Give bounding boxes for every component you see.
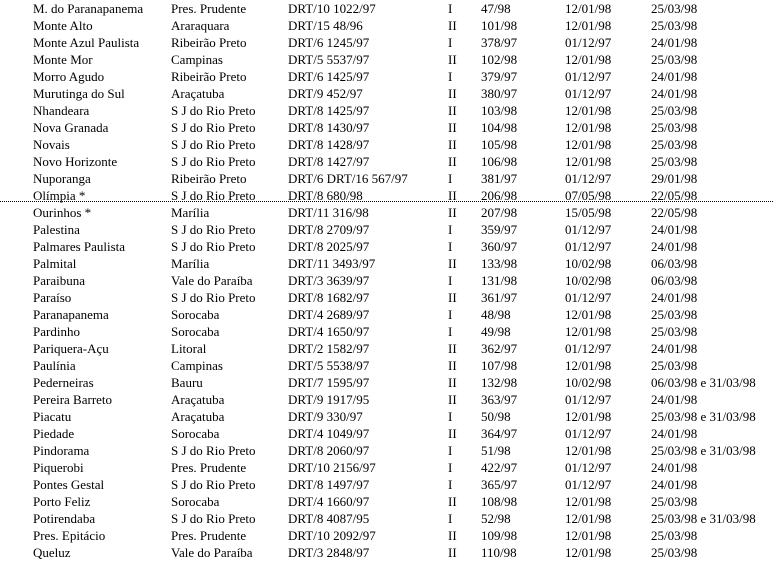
cell-process-number: DRT/8 1430/97 <box>288 120 370 135</box>
cell-process-number: DRT/9 452/97 <box>288 86 363 101</box>
table-row <box>0 119 773 136</box>
cell-group: I <box>448 324 453 339</box>
cell-region: Araçatuba <box>171 86 225 101</box>
cell-group: I <box>448 477 453 492</box>
cell-region: Pres. Prudente <box>171 1 247 16</box>
table-row <box>0 51 773 68</box>
cell-municipality: Nuporanga <box>33 171 91 186</box>
cell-meeting-date: 24/01/98 <box>651 35 698 50</box>
cell-publication-date: 12/01/98 <box>565 494 612 509</box>
table-row <box>0 493 773 510</box>
cell-resolution-number: 105/98 <box>481 137 518 152</box>
cell-group: I <box>448 171 453 186</box>
table-row <box>0 153 773 170</box>
cell-municipality: Pres. Epitácio <box>33 528 106 543</box>
cell-municipality: Nova Granada <box>33 120 109 135</box>
cell-region: Campinas <box>171 52 223 67</box>
cell-municipality: Ourinhos * <box>33 205 92 220</box>
cell-meeting-date: 25/03/98 <box>651 18 698 33</box>
table-row <box>0 204 773 221</box>
cell-resolution-number: 107/98 <box>481 358 518 373</box>
cell-group: I <box>448 69 453 84</box>
cell-municipality: Queluz <box>33 545 71 560</box>
cell-process-number: DRT/8 2025/97 <box>288 239 370 254</box>
cell-resolution-number: 363/97 <box>481 392 518 407</box>
cell-publication-date: 12/01/98 <box>565 137 612 152</box>
cell-municipality: Paranapanema <box>33 307 109 322</box>
cell-region: Ribeirão Preto <box>171 171 247 186</box>
page-break-divider <box>0 201 773 202</box>
cell-region: S J do Rio Preto <box>171 137 256 152</box>
cell-process-number: DRT/10 1022/97 <box>288 1 376 16</box>
cell-process-number: DRT/4 1650/97 <box>288 324 370 339</box>
cell-group: I <box>448 511 453 526</box>
cell-resolution-number: 378/97 <box>481 35 518 50</box>
cell-meeting-date: 25/03/98 <box>651 358 698 373</box>
cell-region: Ribeirão Preto <box>171 69 247 84</box>
cell-publication-date: 01/12/97 <box>565 171 612 186</box>
cell-resolution-number: 104/98 <box>481 120 518 135</box>
table-row <box>0 34 773 51</box>
cell-municipality: Olímpia * <box>33 188 86 203</box>
cell-meeting-date: 24/01/98 <box>651 460 698 475</box>
cell-publication-date: 10/02/98 <box>565 256 612 271</box>
cell-group: I <box>448 1 453 16</box>
cell-resolution-number: 359/97 <box>481 222 518 237</box>
cell-municipality: Paraíso <box>33 290 72 305</box>
table-row <box>0 459 773 476</box>
cell-municipality: Morro Agudo <box>33 69 105 84</box>
cell-municipality: Pederneiras <box>33 375 94 390</box>
cell-publication-date: 01/12/97 <box>565 477 612 492</box>
cell-region: Ribeirão Preto <box>171 35 247 50</box>
cell-municipality: Paraibuna <box>33 273 85 288</box>
cell-resolution-number: 131/98 <box>481 273 518 288</box>
cell-municipality: Pariquera-Açu <box>33 341 109 356</box>
cell-group: II <box>448 358 457 373</box>
cell-group: II <box>448 426 457 441</box>
table-row <box>0 102 773 119</box>
cell-region: Vale do Paraíba <box>171 273 253 288</box>
cell-process-number: DRT/8 2060/97 <box>288 443 370 458</box>
table-row <box>0 527 773 544</box>
cell-municipality: Monte Alto <box>33 18 93 33</box>
cell-group: I <box>448 307 453 322</box>
cell-group: I <box>448 222 453 237</box>
cell-process-number: DRT/8 1682/97 <box>288 290 370 305</box>
table-row <box>0 85 773 102</box>
cell-resolution-number: 101/98 <box>481 18 518 33</box>
cell-region: Sorocaba <box>171 494 220 509</box>
cell-region: Pres. Prudente <box>171 460 247 475</box>
cell-region: Marília <box>171 205 210 220</box>
cell-municipality: M. do Paranapanema <box>33 1 144 16</box>
cell-resolution-number: 362/97 <box>481 341 518 356</box>
cell-process-number: DRT/5 5538/97 <box>288 358 370 373</box>
cell-meeting-date: 25/03/98 <box>651 103 698 118</box>
cell-process-number: DRT/8 680/98 <box>288 188 363 203</box>
cell-group: II <box>448 341 457 356</box>
table-row <box>0 0 773 17</box>
cell-process-number: DRT/2 1582/97 <box>288 341 370 356</box>
cell-group: II <box>448 290 457 305</box>
cell-region: Araçatuba <box>171 409 225 424</box>
cell-meeting-date: 06/03/98 e 31/03/98 <box>651 375 756 390</box>
cell-resolution-number: 102/98 <box>481 52 518 67</box>
cell-resolution-number: 422/97 <box>481 460 518 475</box>
cell-process-number: DRT/4 1049/97 <box>288 426 370 441</box>
cell-meeting-date: 24/01/98 <box>651 222 698 237</box>
cell-publication-date: 01/12/97 <box>565 426 612 441</box>
cell-publication-date: 12/01/98 <box>565 120 612 135</box>
cell-group: II <box>448 545 457 560</box>
cell-publication-date: 12/01/98 <box>565 545 612 560</box>
table-row <box>0 289 773 306</box>
cell-municipality: Palmares Paulista <box>33 239 126 254</box>
cell-publication-date: 10/02/98 <box>565 375 612 390</box>
cell-region: Bauru <box>171 375 203 390</box>
cell-process-number: DRT/7 1595/97 <box>288 375 370 390</box>
cell-municipality: Novais <box>33 137 70 152</box>
cell-region: Pres. Prudente <box>171 528 247 543</box>
cell-region: Araraquara <box>171 18 230 33</box>
cell-meeting-date: 22/05/98 <box>651 205 698 220</box>
cell-group: II <box>448 205 457 220</box>
cell-region: S J do Rio Preto <box>171 188 256 203</box>
cell-meeting-date: 24/01/98 <box>651 341 698 356</box>
cell-process-number: DRT/3 2848/97 <box>288 545 370 560</box>
cell-region: Sorocaba <box>171 307 220 322</box>
cell-resolution-number: 364/97 <box>481 426 518 441</box>
cell-process-number: DRT/3 3639/97 <box>288 273 370 288</box>
cell-publication-date: 15/05/98 <box>565 205 612 220</box>
cell-resolution-number: 49/98 <box>481 324 511 339</box>
cell-publication-date: 12/01/98 <box>565 1 612 16</box>
cell-meeting-date: 24/01/98 <box>651 477 698 492</box>
cell-group: II <box>448 188 457 203</box>
cell-publication-date: 12/01/98 <box>565 18 612 33</box>
cell-meeting-date: 24/01/98 <box>651 86 698 101</box>
cell-resolution-number: 360/97 <box>481 239 518 254</box>
cell-resolution-number: 133/98 <box>481 256 518 271</box>
cell-resolution-number: 48/98 <box>481 307 511 322</box>
cell-meeting-date: 29/01/98 <box>651 171 698 186</box>
cell-group: I <box>448 460 453 475</box>
cell-group: I <box>448 443 453 458</box>
cell-resolution-number: 132/98 <box>481 375 518 390</box>
cell-municipality: Monte Mor <box>33 52 93 67</box>
cell-process-number: DRT/6 1425/97 <box>288 69 370 84</box>
cell-municipality: Pindorama <box>33 443 90 458</box>
cell-region: Sorocaba <box>171 426 220 441</box>
cell-region: S J do Rio Preto <box>171 222 256 237</box>
cell-group: I <box>448 273 453 288</box>
table-row <box>0 238 773 255</box>
cell-group: II <box>448 392 457 407</box>
cell-publication-date: 07/05/98 <box>565 188 612 203</box>
cell-meeting-date: 25/03/98 e 31/03/98 <box>651 511 756 526</box>
cell-region: S J do Rio Preto <box>171 239 256 254</box>
cell-process-number: DRT/8 4087/95 <box>288 511 370 526</box>
cell-resolution-number: 365/97 <box>481 477 518 492</box>
cell-meeting-date: 25/03/98 e 31/03/98 <box>651 409 756 424</box>
cell-region: S J do Rio Preto <box>171 103 256 118</box>
cell-municipality: Palestina <box>33 222 80 237</box>
cell-meeting-date: 25/03/98 <box>651 324 698 339</box>
cell-resolution-number: 47/98 <box>481 1 511 16</box>
cell-publication-date: 01/12/97 <box>565 35 612 50</box>
cell-publication-date: 01/12/97 <box>565 392 612 407</box>
cell-municipality: Pontes Gestal <box>33 477 105 492</box>
cell-publication-date: 01/12/97 <box>565 341 612 356</box>
cell-group: II <box>448 18 457 33</box>
cell-publication-date: 12/01/98 <box>565 103 612 118</box>
cell-municipality: Potirendaba <box>33 511 96 526</box>
cell-publication-date: 10/02/98 <box>565 273 612 288</box>
cell-meeting-date: 25/03/98 <box>651 307 698 322</box>
cell-meeting-date: 24/01/98 <box>651 239 698 254</box>
cell-municipality: Nhandeara <box>33 103 90 118</box>
table-row <box>0 255 773 272</box>
cell-publication-date: 01/12/97 <box>565 239 612 254</box>
cell-meeting-date: 25/03/98 <box>651 494 698 509</box>
cell-publication-date: 12/01/98 <box>565 511 612 526</box>
cell-group: I <box>448 35 453 50</box>
cell-region: Campinas <box>171 358 223 373</box>
table-row <box>0 544 773 561</box>
cell-meeting-date: 25/03/98 <box>651 52 698 67</box>
table-row <box>0 221 773 238</box>
table-row <box>0 425 773 442</box>
table-row <box>0 340 773 357</box>
cell-meeting-date: 24/01/98 <box>651 290 698 305</box>
cell-group: II <box>448 154 457 169</box>
cell-group: II <box>448 86 457 101</box>
cell-meeting-date: 06/03/98 <box>651 256 698 271</box>
table-row <box>0 442 773 459</box>
table-row <box>0 476 773 493</box>
cell-resolution-number: 380/97 <box>481 86 518 101</box>
cell-meeting-date: 25/03/98 <box>651 137 698 152</box>
cell-resolution-number: 379/97 <box>481 69 518 84</box>
cell-resolution-number: 52/98 <box>481 511 511 526</box>
cell-process-number: DRT/4 2689/97 <box>288 307 370 322</box>
cell-region: Sorocaba <box>171 324 220 339</box>
cell-group: II <box>448 52 457 67</box>
cell-process-number: DRT/8 1428/97 <box>288 137 370 152</box>
table-row <box>0 306 773 323</box>
cell-resolution-number: 381/97 <box>481 171 518 186</box>
cell-group: II <box>448 103 457 118</box>
cell-resolution-number: 50/98 <box>481 409 511 424</box>
table-row <box>0 323 773 340</box>
cell-municipality: Palmital <box>33 256 77 271</box>
table-row <box>0 272 773 289</box>
table-row <box>0 374 773 391</box>
cell-process-number: DRT/5 5537/97 <box>288 52 370 67</box>
cell-group: II <box>448 256 457 271</box>
table-row <box>0 408 773 425</box>
cell-region: Litoral <box>171 341 207 356</box>
cell-process-number: DRT/9 1917/95 <box>288 392 370 407</box>
cell-meeting-date: 25/03/98 <box>651 154 698 169</box>
cell-publication-date: 01/12/97 <box>565 290 612 305</box>
cell-municipality: Murutinga do Sul <box>33 86 125 101</box>
cell-publication-date: 12/01/98 <box>565 443 612 458</box>
table-row <box>0 391 773 408</box>
cell-municipality: Piedade <box>33 426 75 441</box>
cell-resolution-number: 110/98 <box>481 545 517 560</box>
cell-process-number: DRT/8 1425/97 <box>288 103 370 118</box>
cell-resolution-number: 108/98 <box>481 494 518 509</box>
cell-resolution-number: 51/98 <box>481 443 511 458</box>
cell-meeting-date: 22/05/98 <box>651 188 698 203</box>
cell-process-number: DRT/6 1245/97 <box>288 35 370 50</box>
cell-publication-date: 12/01/98 <box>565 409 612 424</box>
cell-municipality: Pereira Barreto <box>33 392 113 407</box>
cell-region: Vale do Paraíba <box>171 545 253 560</box>
cell-meeting-date: 25/03/98 e 31/03/98 <box>651 443 756 458</box>
cell-publication-date: 01/12/97 <box>565 86 612 101</box>
cell-process-number: DRT/8 1427/97 <box>288 154 370 169</box>
cell-region: S J do Rio Preto <box>171 511 256 526</box>
cell-municipality: Pardinho <box>33 324 80 339</box>
cell-region: Araçatuba <box>171 392 225 407</box>
cell-group: II <box>448 375 457 390</box>
cell-group: II <box>448 120 457 135</box>
cell-process-number: DRT/11 316/98 <box>288 205 369 220</box>
table-row <box>0 136 773 153</box>
cell-publication-date: 12/01/98 <box>565 528 612 543</box>
cell-process-number: DRT/15 48/96 <box>288 18 363 33</box>
cell-process-number: DRT/4 1660/97 <box>288 494 370 509</box>
cell-group: II <box>448 494 457 509</box>
table-row <box>0 357 773 374</box>
cell-publication-date: 12/01/98 <box>565 154 612 169</box>
cell-publication-date: 01/12/97 <box>565 460 612 475</box>
cell-municipality: Novo Horizonte <box>33 154 118 169</box>
cell-process-number: DRT/8 1497/97 <box>288 477 370 492</box>
table-row <box>0 17 773 34</box>
cell-group: I <box>448 239 453 254</box>
table-row <box>0 170 773 187</box>
cell-meeting-date: 06/03/98 <box>651 273 698 288</box>
cell-meeting-date: 25/03/98 <box>651 545 698 560</box>
cell-process-number: DRT/10 2156/97 <box>288 460 376 475</box>
cell-process-number: DRT/11 3493/97 <box>288 256 376 271</box>
cell-group: II <box>448 528 457 543</box>
cell-region: S J do Rio Preto <box>171 443 256 458</box>
cell-resolution-number: 207/98 <box>481 205 518 220</box>
cell-publication-date: 12/01/98 <box>565 358 612 373</box>
cell-process-number: DRT/10 2092/97 <box>288 528 376 543</box>
cell-meeting-date: 24/01/98 <box>651 392 698 407</box>
cell-municipality: Piacatu <box>33 409 72 424</box>
cell-resolution-number: 361/97 <box>481 290 518 305</box>
cell-process-number: DRT/6 DRT/16 567/97 <box>288 171 408 186</box>
cell-region: S J do Rio Preto <box>171 154 256 169</box>
cell-municipality: Monte Azul Paulista <box>33 35 140 50</box>
cell-region: S J do Rio Preto <box>171 477 256 492</box>
cell-region: S J do Rio Preto <box>171 290 256 305</box>
cell-resolution-number: 103/98 <box>481 103 518 118</box>
cell-resolution-number: 106/98 <box>481 154 518 169</box>
cell-publication-date: 01/12/97 <box>565 222 612 237</box>
cell-group: I <box>448 409 453 424</box>
cell-publication-date: 12/01/98 <box>565 324 612 339</box>
cell-resolution-number: 206/98 <box>481 188 518 203</box>
cell-meeting-date: 25/03/98 <box>651 120 698 135</box>
table-row <box>0 510 773 527</box>
cell-publication-date: 01/12/97 <box>565 69 612 84</box>
cell-municipality: Porto Feliz <box>33 494 91 509</box>
cell-publication-date: 12/01/98 <box>565 307 612 322</box>
cell-municipality: Piquerobi <box>33 460 84 475</box>
cell-meeting-date: 24/01/98 <box>651 69 698 84</box>
cell-resolution-number: 109/98 <box>481 528 518 543</box>
cell-publication-date: 12/01/98 <box>565 52 612 67</box>
cell-meeting-date: 25/03/98 <box>651 528 698 543</box>
cell-meeting-date: 24/01/98 <box>651 426 698 441</box>
cell-municipality: Paulínia <box>33 358 76 373</box>
cell-process-number: DRT/8 2709/97 <box>288 222 370 237</box>
cell-group: II <box>448 137 457 152</box>
cell-meeting-date: 25/03/98 <box>651 1 698 16</box>
cell-region: Marília <box>171 256 210 271</box>
cell-region: S J do Rio Preto <box>171 120 256 135</box>
table-row <box>0 68 773 85</box>
cell-process-number: DRT/9 330/97 <box>288 409 363 424</box>
